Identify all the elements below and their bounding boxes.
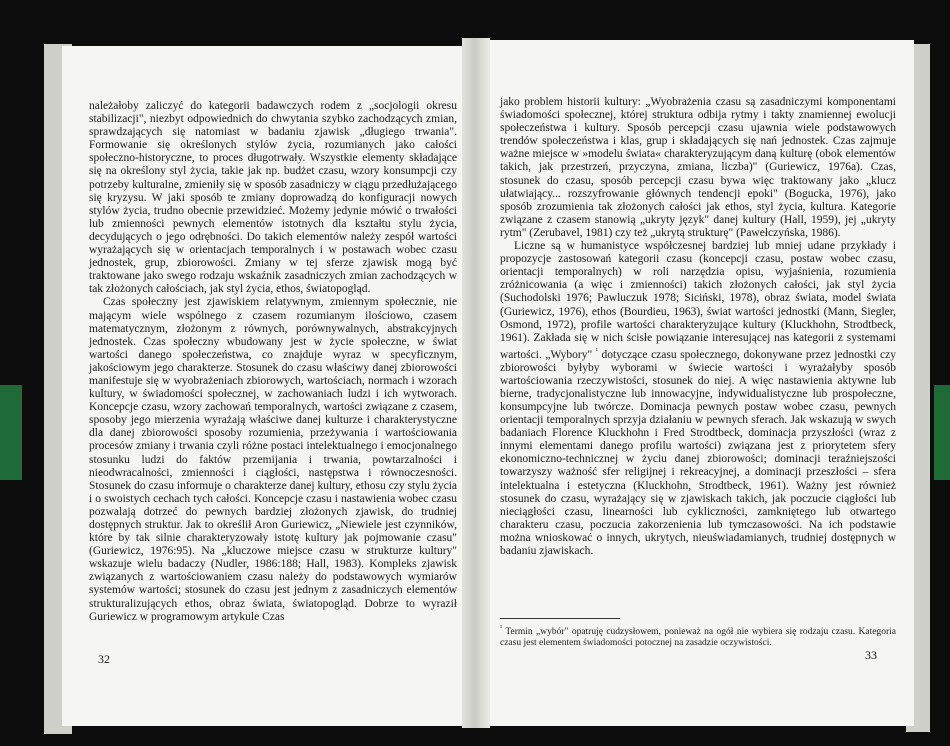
left-page	[62, 46, 476, 726]
background-green-strip-right	[934, 385, 950, 480]
paragraph-text-continued: dotyczące czasu społecznego, dokonywane przez jednostki czy zbiorowości byłyby wyborami w świecie wartości i wyrażałyby sposób wartościowania rzeczywistości, stosunek do niej. A więc nastawienia aktywne lub bierne, tradycjonalistyczne lub innowacyjne, indywidualistyczne lub prospołeczne, konsumpcyjne lub twórcze. Dominacja pewnych postaw wobec czasu, pewnych orientacji temporalnych sprzyja działaniu w pewnych sferach. Jak wskazują w swych badaniach Florence Kluckhohn i Fred Strodtbeck, dominacja przyszłości (wraz z innymi elementami danego profilu wartości) związana jest z priorytetem sfery ekonomiczno-technicznej w życiu danej zbiorowości; dominacji teraźniejszości towarzyszy ważność sfer religijnej i rekreacyjnej, a dominacji przeszłości – sfera intelektualna i estetyczna (Kluckhohn, Strodtbeck, 1961). Ważny jest również stosunek do czasu, wyrażający się w zjawiskach takich, jak poczucie ciągłości lub nieciągłości czasu, linearności lub cykliczności, zamkniętego lub otwartego charakteru czasu, poczucia zakorzenienia lub tymczasowości. Na ich podstawie można wnioskować o innych, ukrytych, nieuświadamianych, trudniej dostępnych w badaniu zjawiskach.	[500, 348, 897, 558]
footnote-number: ¹	[500, 624, 503, 632]
background-green-strip-left	[0, 385, 22, 480]
footnote-marker: ¹	[595, 346, 598, 355]
paragraph-with-footnote	[500, 240, 896, 558]
right-page-text	[500, 96, 896, 558]
right-page	[470, 40, 914, 726]
paragraph: jako problem historii kultury: „Wyobrażenia czasu są zasadniczymi komponentami świadomości społecznej, której struktura odbija rytmy i takty znamiennej ewolucji społeczeństwa i kultury. Sposób percepcji czasu ujawnia wiele podstawowych trendów społeczeństwa i klas, grup i składających się nań jednostek. Czas zajmuje ważne miejsce w »modelu świata« charakteryzującym daną kulturę (obok elementów takich, jak przestrzeń, przyczyna, zmiana, liczba)" (Guriewicz, 1976a). Czas, stosunek do czasu, sposób percepcji czasu bywa więc traktowany jako „klucz ułatwiający... rozszyfrowanie głównych tendencji epoki" (Bogucka, 1976), jako sposób zrozumienia tak złożonych całości jak ethos, styl życia, kultura. Kategorie związane z czasem stanowią „ukryty język" danej kultury (Hall, 1959), jej „ukryty rytm" (Zerubavel, 1981) czy też „ukrytą strukturę" (Pawełczyńska, 1986).	[500, 96, 896, 239]
footnote	[500, 623, 896, 649]
paragraph-text: Liczne są w humanistyce współczesnej bardziej lub mniej udane przykłady i propozycje zastosowań kategorii czasu (koncepcji czasu, postaw wobec czasu, orientacji temporalnych) w roli narzędzia opisu, wyjaśnienia, rozumienia zróżnicowania (a więc i zmienności) takich złożonych całości, jak styl życia (Suchodolski 1976; Pawluczuk 1978; Siciński, 1978), obraz świata, model świata (Guriewicz, 1976), ethos (Bourdieu, 1963), świat wartości jednostki (Mann, Siegler, Osmond, 1972), profile wartości charakteryzujące kultury (Kluckhohn, Strodtbeck, 1961). Zakłada się w nich ścisłe powiązanie interesującej nas kategorii z systemami wartości. „Wybory"	[500, 240, 896, 361]
book-gutter	[462, 38, 490, 728]
paragraph: należałoby zaliczyć do kategorii badawczych rodem z „socjologii okresu stabilizacji", niezbyt odpowiednich do chwytania szybko zachodzących zmian, sprawdzających się natomiast w badaniu zjawisk „długiego trwania". Formowanie się określonych stylów życia, rozumianych jako całości społeczno-historyczne, to proces długotrwały. Wszystkie elementy składające się na określony styl życia, takie jak np. budżet czasu, wzory konsumpcji czy potrzeby kulturalne, zmieniły się w sposób zasadniczy w ciągu przedłużającego się kryzysu. W jaki sposób te zmiany doprowadzą do konfiguracji nowych stylów życia, trudno obecnie przewidzieć. Możemy jedynie mówić o trwałości lub zmienności pewnych elementów istotnych dla kształtu stylu życia, decydujących o jego odrębności. Do takich elementów należy zespół wartości wyrażających się w orientacjach temporalnych i w postawach wobec czasu jednostek, grup, zbiorowości. Zmiany w tej sferze zjawisk mogą być traktowane jako swego rodzaju wskaźnik zasadniczych zmian zachodzących w tak złożonych całościach, jak styl życia, ethos, światopogląd.	[89, 100, 457, 296]
left-page-text	[89, 100, 457, 624]
footnote-text: Termin „wybór" opatruję cudzysłowem, ponieważ na ogół nie wybiera się rodzaju czasu. Kategoria czasu jest elementem świadomości potocznej na zasadzie oczywistości.	[500, 627, 896, 649]
footnote-divider	[500, 618, 620, 619]
page-number: 32	[98, 652, 110, 666]
paragraph: Czas społeczny jest zjawiskiem relatywnym, zmiennym społecznie, nie mającym wiele wspólnego z czasem rozumianym ilościowo, czasem matematycznym, złożonym z równych, porównywalnych, abstrakcyjnych jednostek. Czas społeczny wbudowany jest w życie społeczne, w świat wartości danego społeczeństwa, co znajduje wyraz w specyficznym, jakościowym jego charakterze. Stosunek do czasu właściwy danej zbiorowości manifestuje się w wyobrażeniach zbiorowych, wartościach, normach i wzorach kultury, w świadomości społecznej, w zachowaniach ludzi i ich wytworach. Koncepcje czasu, wzory zachowań temporalnych, wartości związane z czasem, sposoby jego mierzenia wyrażają właściwe danej kulturze i charakterystyczne dla danej zbiorowości sposoby rozumienia, przeżywania i wartościowania procesów zmiany i trwania czyli różne postaci intelektualnego i emocjonalnego stosunku ludzi do faktów przemijania i trwania, powtarzalności i nieodwracalności, zmienności i ciągłości, następstwa i równoczesności. Stosunek do czasu informuje o charakterze danej kultury, ethosu czy stylu życia i o swoistych cechach tych całości. Koncepcje czasu i nastawienia wobec czasu pozwalają dotrzeć do pewnych bardziej złożonych zjawisk, do trudniej dostępnych struktur. Jak to określił Aron Guriewicz, „Niewiele jest czynników, które by tak silnie charakteryzowały istotę kultury jak pojmowanie czasu" (Guriewicz, 1976:95). Na „kluczowe miejsce czasu w strukturze kultury" wskazuje wielu badaczy (Nudler, 1986:188; Hall, 1983). Kompleks zjawisk związanych z wartościowaniem czasu należy do podstawowych wymiarów systemów wartości; stosunek do czasu jest jednym z zasadniczych elementów strukturalizujących ethos, obraz świata, światopogląd. Dobrze to wyraził Guriewicz w programowym artykule Czas	[89, 296, 457, 623]
page-number: 33	[865, 648, 877, 662]
